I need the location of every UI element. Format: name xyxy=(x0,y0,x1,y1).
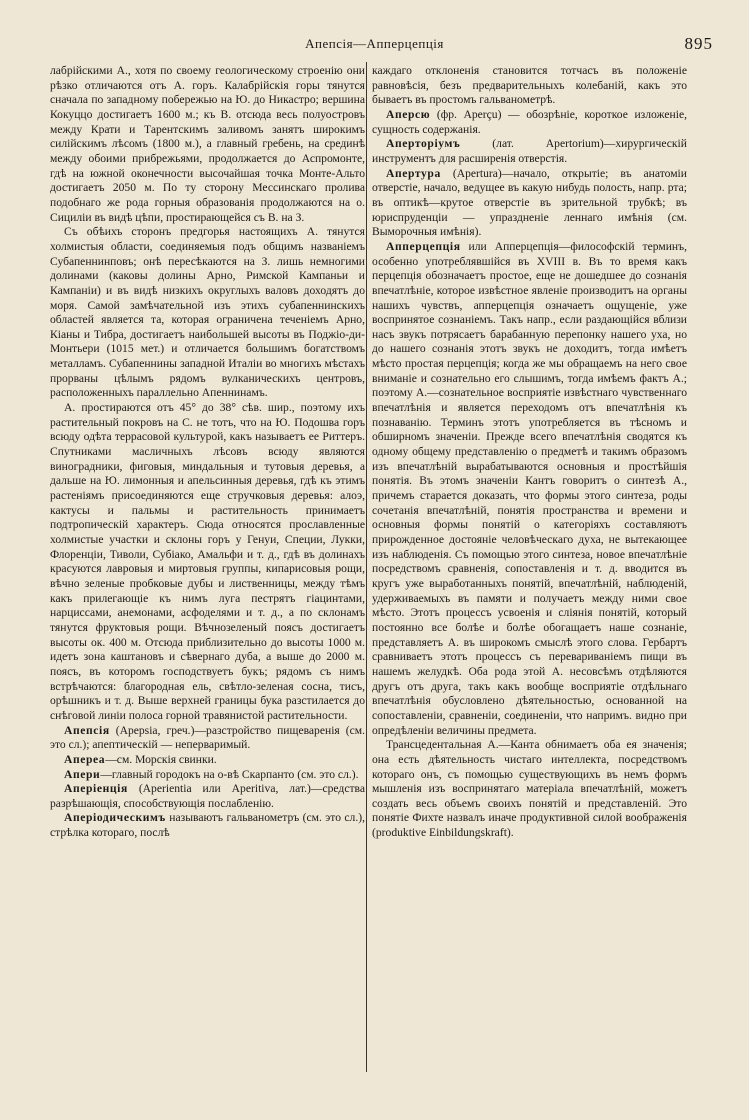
entry-aperiodic xyxy=(50,811,365,840)
page-number: 895 xyxy=(684,34,713,53)
entry-aperientia xyxy=(50,782,365,811)
entry-apercu xyxy=(372,108,687,137)
running-title: Апепсія—Апперцепція xyxy=(305,36,444,51)
paragraph-continuation: каждаго отклоненія становится тотчасъ въ положеніе равновѣсія, безъ предварительныхъ колебаній, какъ это бываетъ въ простомъ гальванометрѣ. xyxy=(372,64,687,107)
entry-text: или Апперцепція—философскій терминъ, особенно употреблявшійся въ XVIII в. Въ то время какъ перцепція обозначаетъ простое, еще не дошедшее до сознанія впечатлѣніе, которое извѣстное явленіе производитъ на органы нашихъ чувствъ, апперцепція означаетъ ощущеніе, уже воспринятое сознаніемъ. Такъ напр., если раздающійся вблизи насъ звукъ потрясаетъ барабанную перепонку нашего уха, но до нашего сознанія этотъ звукъ не доходитъ, тогда имѣетъ мѣсто простая перцепція; когда же мы обращаемъ на него свое вниманіе и сознательно его слышимъ, тогда имѣемъ фактъ А.; поэтому А.—сознательное восприятіе извѣстнаго чувственнаго впечатлѣнія и является переходомъ отъ впечатлѣнія къ познаванію. Терминъ этотъ употребляется въ тѣсномъ и обширномъ значеніи. Прежде всего впечатлѣнія сводятся къ одному общему представленію о предметѣ и такимъ образомъ изъ впечатлѣній вырабатываются основныя и простѣйшія понятія. Въ этомъ значеніи Кантъ говоритъ о синтезѣ А., причемъ старается доказать, что формы этого синтеза, роды сочетанія впечатлѣній, понятія пространства и времени и основныя формы понятій о категоріяхъ составляютъ прирожденное достояніе человѣческаго духа, не вытекающее изъ наблюденія. Съ помощью этого синтеза, новое впечатлѣніе посредствомъ сравненія, сопоставленія и т. д. вводится въ кругъ уже выработанныхъ понятій, впечатлѣній, наблюденій, удерживаемыхъ въ памяти и получаетъ между ними свое мѣсто. Этотъ процессъ усвоенія и сліянія понятій, который постоянно все болѣе и болѣе обогащаетъ наше сознаніе, представляетъ А. въ широкомъ смыслѣ этого слова. Гербартъ сравниваетъ этотъ процессъ съ перевариваніемъ пищи въ нашемъ желудкѣ. Оба рода этой А. несовсѣмъ отдѣляются другъ отъ друга, такъ какъ вообще восприятіе отдѣльнаго впечатлѣнія обусловлено дѣятельностью, основанной на сопоставленіи, сравненіи, соединеніи, что напримъ. видно при опредѣленіи величины предмета. xyxy=(372,239,687,737)
entry-apperception xyxy=(372,240,687,738)
entry-headword: Апперцепція xyxy=(386,239,461,253)
entry-text: (Aperientia или Aperitiva, лат.)—средства разрѣшающія, способствующія послабленію. xyxy=(50,782,365,810)
entry-text: —главный городокъ на о-вѣ Скарпанто (см. это сл.). xyxy=(100,767,359,781)
left-column xyxy=(50,64,365,1114)
paragraph-vegetation: А. простираются отъ 45° до 38° сѣв. шир., поэтому ихъ растительный покровъ на С. не тотъ, что на Ю. Подошва горъ всюду одѣта террасовой культурой, какъ называетъ ее Риттеръ. Спутниками масличныхъ лѣсовъ всюду являются виноградники, фиговыя, миндальныя и тутовыя деревья, а дальше на Ю. лимонныя и апельсинныя деревья, гдѣ къ этимъ растеніямъ присоединяются еще стручковыя деревья: алоэ, кактусы и пальмы и растительность принимаетъ подтропическій характеръ. Сюда относятся прославленные холмистые участки и склоны горъ у Генуи, Специи, Лукки, Флоренціи, Тиволи, Субіако, Амальфи и т. д., гдѣ въ долинахъ красуются лавровыя и миртовыя группы, кипарисовыя рощи, вѣчно зеленые пробковые дубы и лиственницы, между тѣмъ какъ прилегающіе къ нимъ луга пестрятъ гіацинтами, нарциссами, анемонами, асфоделями и т. д., а по склонамъ тянутся фруктовыя рощи. Вѣчнозеленый поясъ достигаетъ высоты ок. 400 м. Отсюда приблизительно до высоты 1000 м. идетъ зона каштановъ и сѣвернаго дуба, а выше до 2000 м. поясъ, въ которомъ господствуетъ букъ; рядомъ съ нимъ встрѣчаются: благородная ель, свѣтло-зеленая сосна, тисъ, орѣшникъ и т. д. Выше верхней границы бука разстилается до снѣговой линіи полоса горной травянистой растительности. xyxy=(50,401,365,722)
entry-text: называютъ гальванометръ (см. это сл.), стрѣлка котораго, послѣ xyxy=(50,811,365,840)
paragraph-subapennines: Съ обѣихъ сторонъ предгорья настоящихъ А. тянутся холмистыя области, соединяемыя подъ общимъ названіемъ Субапеннинповъ; онѣ пересѣкаются на З. лишь немногими долинами (каковы долины Арно, Римской Кампаньи и Кампаніи) и въ видѣ низкихъ округлыхъ валовъ доходятъ до моря. Самой замѣчательной изъ этихъ субапеннинскихъ областей является та, которая ограничена теченіемъ Арно, Кіаны и Тибра, достигаетъ наибольшей высоты въ Поджіо-ди-Монтьери (1015 мет.) и отличается большимъ богатствомъ металламъ. Субапеннины западной Италіи во многихъ мѣстахъ прорваны цѣлымъ рядомъ вулканическихъ центровъ, расположенныхъ параллельно Апеннинамъ. xyxy=(50,225,365,400)
entry-text: (фр. Aperçu) — обозрѣніе, короткое изложеніе, сущность содержанія. xyxy=(372,107,687,136)
right-column xyxy=(372,64,687,1114)
entry-text: (Apepsia, греч.)—разстройство пищеваренія (см. это сл.); апептическій — неперваримый. xyxy=(50,723,365,752)
entry-headword: Апертура xyxy=(386,166,441,180)
paragraph-transcendental: Трансцедентальная А.—Канта обнимаетъ оба ея значенія; она есть дѣятельность чистаго интеллекта, посредствомъ котораго онъ, съ помощью существующихъ въ немъ формъ мышленія изъ воспринятаго матеріала впечатлѣній, можетъ создать весь объемъ своихъ понятій и представленій. Это понятіе Фихте назвалъ иначе продуктивной силой воображенія (produktive Einbildungskraft). xyxy=(372,738,687,840)
entry-headword: Аперіодическимъ xyxy=(64,811,166,825)
entry-headword: Аперіенція xyxy=(64,782,128,796)
entry-text: (лат. Apertorium)—хирургическій инструментъ для расширенія отверстія. xyxy=(372,137,687,165)
entry-aperi xyxy=(50,768,365,783)
entry-text: (Apertura)—начало, открытіе; въ анатоміи отверстіе, начало, ведущее въ какую нибудь полость, напр. рта; въ оптикѣ—крутое отверстіе въ зрительной трубкѣ; въ юриспруденціи — упраздненіе леннаго имѣнія (см. Выморочныя имѣнія). xyxy=(372,166,687,239)
entry-aperea xyxy=(50,753,365,768)
entry-headword: Апепсія xyxy=(64,723,110,737)
entry-headword: Аперторіумъ xyxy=(386,137,461,151)
entry-apertorium xyxy=(372,137,687,166)
entry-headword: Апери xyxy=(64,767,101,781)
column-divider xyxy=(366,62,367,1072)
paragraph-calabrian-mountains: лабрійскими А., хотя по своему геологическому строенію они рѣзко отличаются отъ А. горъ. Калабрійскія горы тянутся сначала по западному побережью на Ю. до Никастро; вершина Кокуццо достигаетъ 1600 м.; къ В. отсюда весь полуостровъ между Крати и Тарентскимъ заливомъ занятъ широкимъ силійскимъ лѣсомъ (1800 м.), а главный гребень, на срединѣ между обоими прибрежьями, продолжается до Аспромонте, гдѣ на южной оконечности высочайшая точка Монте-Альто достигаетъ 2050 м. По ту сторону Мессинскаго пролива подобнаго же рода горныя образованія продолжаются на о. Сициліи въ видѣ цѣпи, простирающейся съ В. на З. xyxy=(50,64,365,224)
entry-apertura xyxy=(372,167,687,240)
entry-text: —см. Морскія свинки. xyxy=(105,752,217,766)
page-header xyxy=(0,34,749,56)
entry-headword: Аперсю xyxy=(386,107,431,121)
entry-headword: Апереа xyxy=(64,752,106,766)
entry-apepsia xyxy=(50,724,365,753)
